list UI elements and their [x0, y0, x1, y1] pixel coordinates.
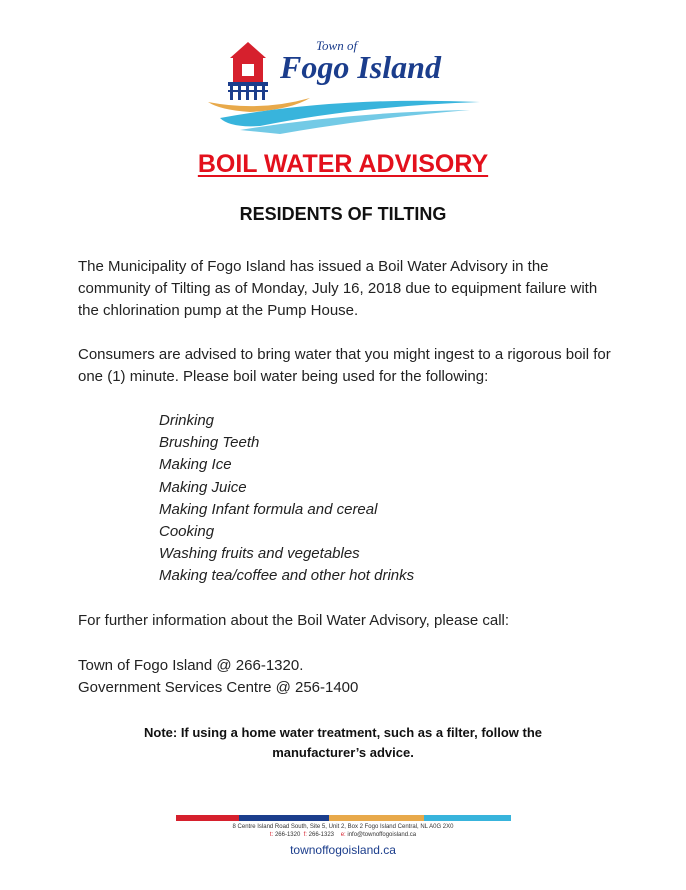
- town-logo: [200, 36, 490, 136]
- list-item: Brushing Teeth: [159, 434, 260, 452]
- footer-bar-navy: [239, 815, 329, 821]
- fogo-island-stage-logo-icon: [200, 36, 490, 136]
- footer-address: 8 Centre Island Road South, Site 5, Unit 2, Box 2 Fogo Island Central, NL A0G 2X0: [232, 824, 454, 830]
- footer-bar-blue: [424, 815, 511, 821]
- logo-small-text: Town of: [316, 38, 358, 53]
- fax-label: f:: [303, 832, 307, 838]
- footer-bar-yellow: [329, 815, 424, 821]
- footer-email[interactable]: info@townoffogoisland.ca: [347, 832, 417, 838]
- list-item: Cooking: [159, 523, 215, 541]
- footer-bar-red: [176, 815, 239, 821]
- note-text: Note: If using a home water treatment, such as a filter, follow the manufacturer’s advice.: [143, 725, 543, 760]
- further-info-paragraph: For further information about the Boil Water Advisory, please call:: [78, 612, 510, 629]
- logo-main-text: Fogo Island: [280, 49, 441, 85]
- instruction-paragraph: Consumers are advised to bring water that you might ingest to a rigorous boil for one (1) minute. Please boil water being used for the following:: [78, 346, 611, 385]
- contact-list: [78, 655, 358, 699]
- email-label: e:: [340, 832, 346, 838]
- list-item: Making Infant formula and cereal: [159, 500, 378, 518]
- phone-label: t:: [269, 832, 274, 838]
- boil-uses-list: [159, 410, 414, 588]
- page-title: BOIL WATER ADVISORY: [197, 150, 489, 178]
- list-item: Drinking: [159, 412, 215, 429]
- footer-website-link[interactable]: townoffogoisland.ca: [290, 843, 396, 857]
- list-item: Making tea/coffee and other hot drinks: [159, 567, 415, 585]
- page-subtitle: RESIDENTS OF TILTING: [239, 204, 447, 224]
- list-item: Washing fruits and vegetables: [159, 545, 360, 563]
- footer-phone: 266-1320: [274, 832, 301, 838]
- footer-contact-line: [0, 831, 686, 839]
- footer-fax: 266-1323: [308, 832, 335, 838]
- intro-paragraph: The Municipality of Fogo Island has issued a Boil Water Advisory in the community of Tilting as of Monday, July 16, 2018 due to equipment failure with the chlorination pump at the Pump House.: [78, 258, 598, 319]
- contact-government: Government Services Centre @ 256-1400: [78, 679, 359, 696]
- contact-town: Town of Fogo Island @ 266-1320.: [78, 657, 304, 674]
- list-item: Making Ice: [159, 456, 232, 474]
- footer-color-bar: [176, 815, 511, 821]
- list-item: Making Juice: [159, 478, 247, 496]
